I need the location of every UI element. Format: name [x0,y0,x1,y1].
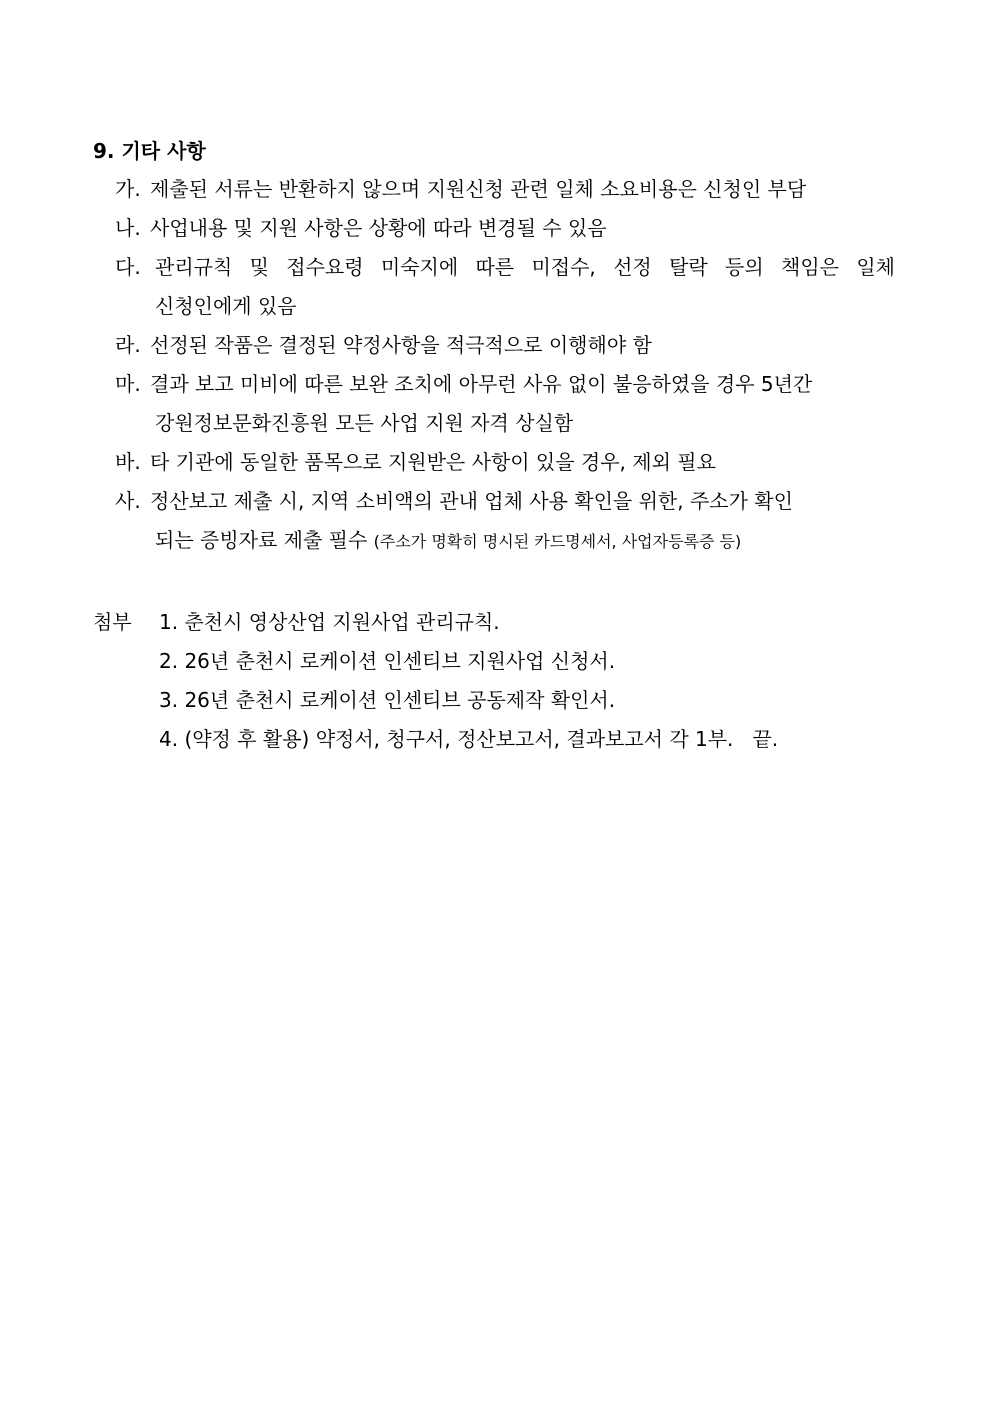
list-item [115,365,905,443]
attachment-item: 3. 26년 춘천시 로케이션 인센티브 공동제작 확인서. [159,688,616,712]
item-text: 선정된 작품은 결정된 약정사항을 적극적으로 이행해야 함 [150,333,652,357]
attachment-item: 2. 26년 춘천시 로케이션 인센티브 지원사업 신청서. [159,649,616,673]
item-text: 제출된 서류는 반환하지 않으며 지원신청 관련 일체 소요비용은 신청인 부담 [150,177,807,201]
item-text-line: 되는 증빙자료 제출 필수 [155,528,368,552]
word: 따른 [475,255,515,279]
word: 선정 [613,255,652,279]
attachment-label: 첨부 [93,610,132,634]
attachment-item: 1. 춘천시 영상산업 지원사업 관리규칙. [159,610,500,634]
item-marker: 나. [115,216,141,240]
list-item [115,248,905,326]
list-item [115,209,905,248]
list-item [115,326,905,365]
word: 등의 [725,255,764,279]
attachment-item: 4. (약정 후 활용) 약정서, 청구서, 정산보고서, 결과보고서 각 1부. 끝. [159,727,779,751]
item-text-continued: 강원정보문화진흥원 모든 사업 지원 자격 상실함 [155,411,574,435]
item-marker: 다. [115,255,141,279]
item-text: 정산보고 제출 시, 지역 소비액의 관내 업체 사용 확인을 위한, 주소가 확인 [150,489,793,513]
item-marker: 가. [115,177,141,201]
list-item [115,482,905,561]
item-text-continued [155,521,905,561]
word: 책임은 [781,255,839,279]
item-text: 사업내용 및 지원 사항은 상황에 따라 변경될 수 있음 [150,216,607,240]
item-text: 결과 보고 미비에 따른 보완 조치에 아무런 사유 없이 불응하였을 경우 5년간 [150,372,813,396]
item-text: 타 기관에 동일한 품목으로 지원받은 사항이 있을 경우, 제외 필요 [150,450,716,474]
item-marker: 바. [115,450,141,474]
word: 및 [249,255,269,279]
item-marker: 라. [115,333,141,357]
word: 미접수, [531,255,596,279]
word: 미숙지에 [380,255,459,279]
section-title: 9. 기타 사항 [93,139,206,163]
item-text-continued: 신청인에게 있음 [155,294,297,318]
list-item [115,170,905,209]
word: 일체 [856,255,895,279]
word: 관리규칙 [155,255,233,279]
word: 탈락 [669,255,708,279]
item-marker: 사. [115,489,141,513]
item-note: (주소가 명확히 명시된 카드명세서, 사업자등록증 등) [373,532,742,551]
list-item [115,443,905,482]
item-marker: 마. [115,372,141,396]
word: 접수요령 [286,255,364,279]
item-text-justified [155,248,895,287]
